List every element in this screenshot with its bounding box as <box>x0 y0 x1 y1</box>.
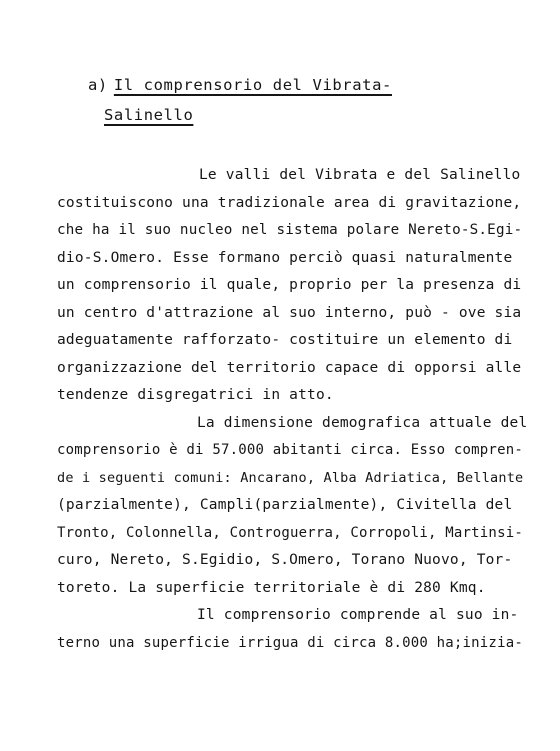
text-line: comprensorio è di 57.000 abitanti circa. Esso compren- <box>57 442 523 458</box>
paragraph-1 <box>57 162 527 410</box>
text-line: de i seguenti comuni: Ancarano, Alba Adriatica, Bellante <box>57 469 524 486</box>
text-line: un comprensorio il quale, proprio per la presenza di <box>57 277 522 293</box>
text-line: Le valli del Vibrata e del Salinello <box>199 167 521 183</box>
text-line: organizzazione del territorio capace di opporsi alle <box>57 359 522 376</box>
paragraph-2 <box>57 410 527 603</box>
section-title-line-2: Salinello <box>104 106 194 124</box>
heading-line-2 <box>88 100 392 130</box>
text-line: che ha il suo nucleo nel sistema polare Nereto-S.Egi- <box>57 222 523 238</box>
section-marker: a) <box>88 76 108 94</box>
paragraph-3 <box>57 602 527 657</box>
text-line: Tronto, Colonnella, Controguerra, Corropoli, Martinsi- <box>57 524 523 541</box>
body-text <box>57 162 527 657</box>
text-line: un centro d'attrazione al suo interno, può - ove sia <box>57 304 522 321</box>
text-line: toreto. La superficie territoriale è di 280 Kmq. <box>57 579 486 596</box>
text-line: tendenze disgregatrici in atto. <box>57 387 334 403</box>
text-line: dio-S.Omero. Esse formano perciò quasi naturalmente <box>57 249 513 266</box>
text-line: terno una superficie irrigua di circa 8.000 ha;inizia- <box>57 634 523 651</box>
text-line: costituiscono una tradizionale area di gravitazione, <box>57 194 522 211</box>
text-line: curo, Nereto, S.Egidio, S.Omero, Torano Nuovo, Tor- <box>57 552 513 568</box>
heading-line-1 <box>88 70 392 100</box>
text-line: La dimensione demografica attuale del <box>197 414 528 431</box>
section-title-line-1: Il comprensorio del Vibrata- <box>113 76 392 94</box>
text-line: (parzialmente), Campli(parzialmente), Civitella del <box>57 497 513 513</box>
section-heading <box>88 70 392 130</box>
text-line: Il comprensorio comprende al suo in- <box>197 607 519 623</box>
text-line: adeguatamente rafforzato- costituire un elemento di <box>57 332 513 348</box>
